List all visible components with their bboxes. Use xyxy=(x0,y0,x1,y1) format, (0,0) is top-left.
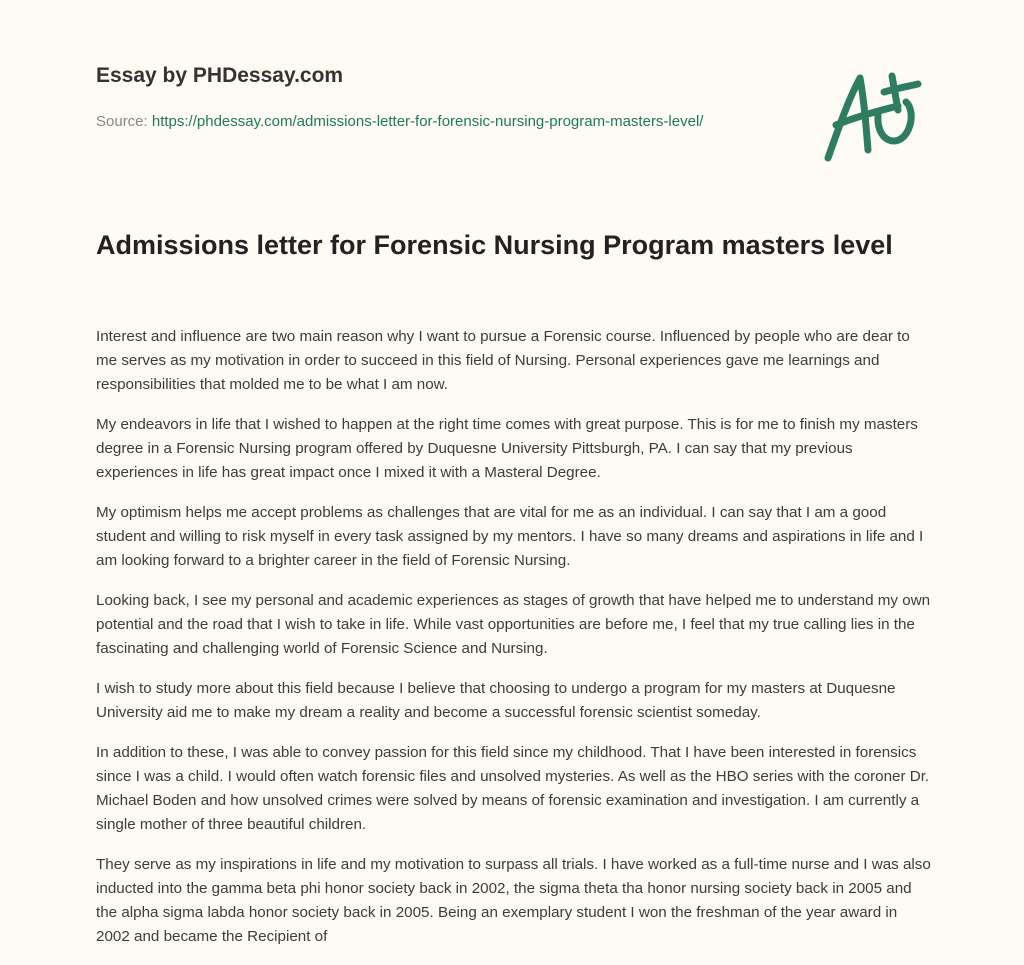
paragraph: Interest and influence are two main reason why I want to pursue a Forensic course. Influenced by people who are dear to me serves as my motivation in order to succeed in this field of Nursing. Personal experiences gave me learnings and responsibilities that molded me to be what I am now. xyxy=(96,328,910,393)
paragraph: Looking back, I see my personal and academic experiences as stages of growth that have helped me to understand my own potential and the road that I wish to take in life. While vast opportunities are before me, I feel that my true calling lies in the fascinating and challenging world of Forensic Science and Nursing. xyxy=(96,592,931,657)
paragraph: They serve as my inspirations in life and my motivation to surpass all trials. I have worked as a full-time nurse and I was also inducted into the gamma beta phi honor society back in 2002, the sigma theta tha honor nursing society back in 2005 and the alpha sigma labda honor society back in 2005. Being an exemplary student I won the freshman of the year award in 2002 and became the Recipient of xyxy=(96,856,931,945)
a-plus-logo-icon xyxy=(818,70,928,165)
page-title: Admissions letter for Forensic Nursing Program masters level xyxy=(96,230,893,260)
site-brand: Essay by PHDessay.com xyxy=(96,64,344,87)
paragraph: In addition to these, I was able to convey passion for this field since my childhood. That I have been interested in forensics since I was a child. I would often watch forensic files and unsolved mysteries. As well as the HBO series with the coroner Dr. Michael Boden and how unsolved crimes were solved by means of forensic examination and investigation. I am currently a single mother of three beautiful children. xyxy=(96,744,930,833)
source-line xyxy=(96,110,756,134)
source-link[interactable]: https://phdessay.com/admissions-letter-for-forensic-nursing-program-masters-level/ xyxy=(151,113,704,130)
source-label: Source: xyxy=(96,113,148,130)
essay-body xyxy=(96,325,932,965)
paragraph: I wish to study more about this field because I believe that choosing to undergo a program for my masters at Duquesne University aid me to make my dream a reality and become a successful forensic scientist someday. xyxy=(96,680,896,721)
paragraph: My endeavors in life that I wished to happen at the right time comes with great purpose. This is for me to finish my masters degree in a Forensic Nursing program offered by Duquesne University Pittsburgh, PA. I can say that my previous experiences in life has great impact once I mixed it with a Masteral Degree. xyxy=(96,416,918,481)
paragraph: My optimism helps me accept problems as challenges that are vital for me as an individual. I can say that I am a good student and willing to risk myself in every task assigned by my mentors. I have so many dreams and aspirations in life and I am looking forward to a brighter career in the field of Forensic Nursing. xyxy=(96,504,924,569)
